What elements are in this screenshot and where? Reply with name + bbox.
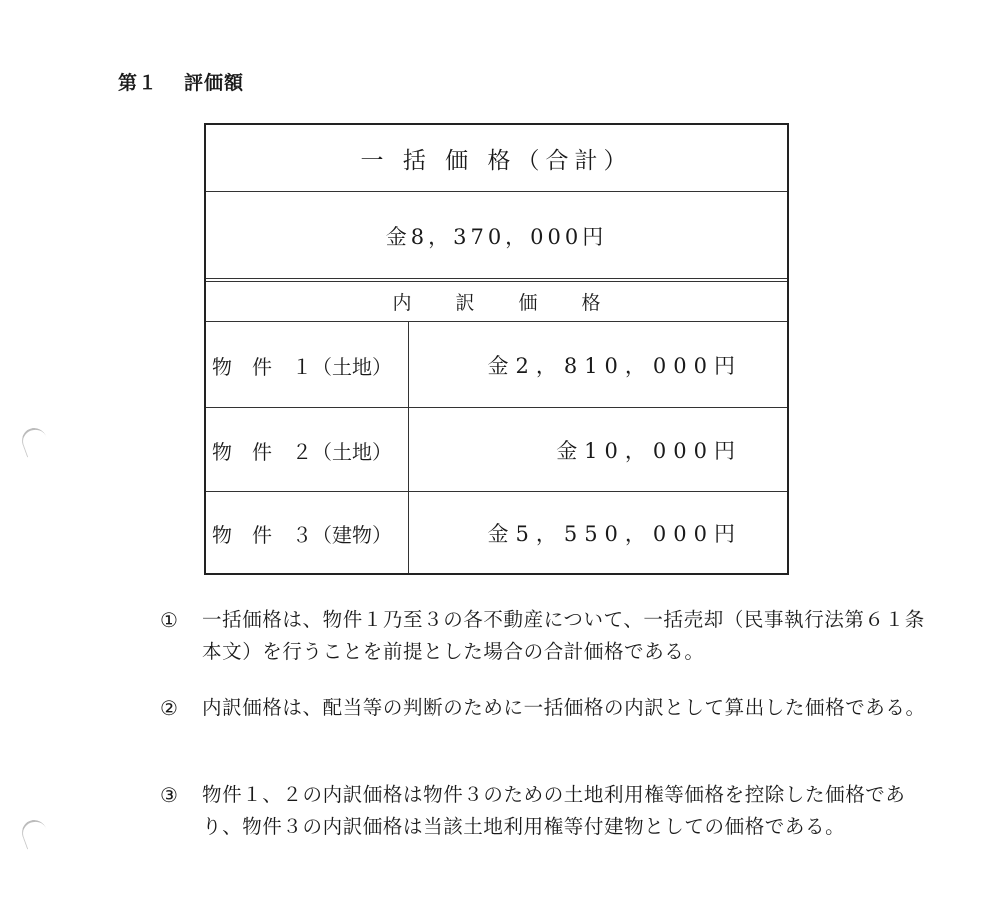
note-mark: ②	[160, 696, 178, 720]
note-text: 一括価格は、物件１乃至３の各不動産について、一括売却（民事執行法第６１条本文）を行うことを前提とした場合の合計価格である。	[202, 608, 925, 663]
table-row-label: 物 件 ２（土地）	[212, 439, 392, 464]
valuation-table	[204, 123, 789, 575]
section-title: 評価額	[184, 72, 245, 94]
note-text: 内訳価格は、配当等の判断のために一括価格の内訳として算出した価格である。	[202, 696, 926, 719]
note-mark: ①	[160, 608, 178, 632]
note-text: 物件１、２の内訳価格は物件３のための土地利用権等価格を控除した価格であり、物件３の内訳価格は当該土地利用権等付建物としての価格である。	[202, 783, 906, 838]
divider	[206, 321, 787, 322]
section-number: 第１	[118, 72, 159, 94]
section-heading	[118, 68, 244, 95]
punch-hole-mark	[18, 817, 50, 850]
lump-sum-total: 金8，370，000円	[385, 224, 608, 249]
table-row-value: 金10，000円	[556, 439, 742, 463]
table-row-label: 物 件 １（土地）	[212, 354, 392, 379]
lump-sum-title: 一 括 価 格（合計）	[360, 147, 633, 174]
breakdown-header: 内 訳 価 格	[392, 291, 601, 314]
divider	[206, 278, 787, 279]
divider	[206, 191, 787, 192]
punch-hole-mark	[18, 425, 50, 458]
note-item	[160, 779, 940, 843]
table-row-value: 金5，550，000円	[487, 522, 742, 546]
table-row-value: 金2，810，000円	[487, 354, 742, 378]
column-divider	[408, 321, 409, 573]
table-row-label: 物 件 ３（建物）	[212, 522, 392, 547]
note-item	[160, 604, 940, 668]
note-mark: ③	[160, 783, 178, 807]
note-item	[160, 692, 940, 724]
